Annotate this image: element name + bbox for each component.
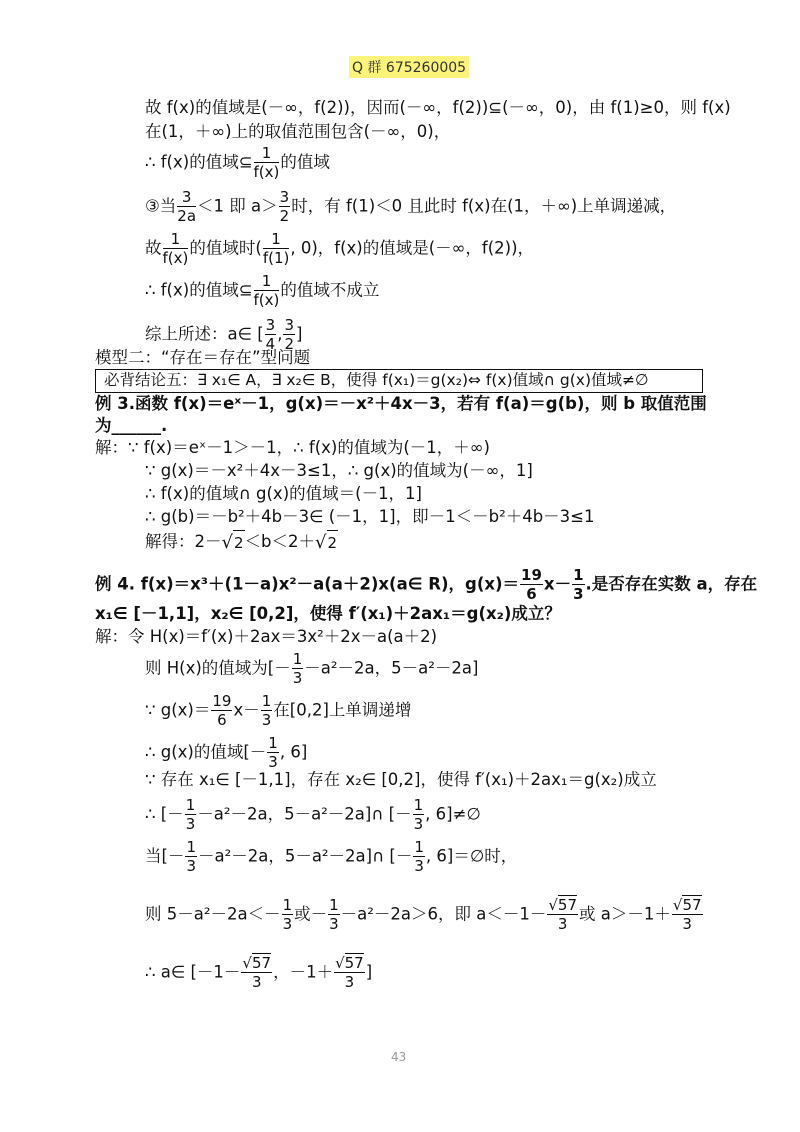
sqrt <box>222 530 245 555</box>
text: ，－1＋ <box>273 962 334 982</box>
solution-line <box>145 736 307 770</box>
text: －a²－2a＞6，即 a＜－1－ <box>340 904 547 924</box>
solution-line <box>145 840 517 874</box>
text: ∴ f(x)的值域⊆ <box>145 152 253 172</box>
numerator: 19 <box>521 566 542 584</box>
numerator: 3 <box>265 316 276 334</box>
fraction <box>263 232 290 266</box>
denominator: 3 <box>186 857 196 875</box>
numerator <box>672 898 703 915</box>
text: ∴ f(x)的值域⊆ <box>145 280 253 300</box>
text: 当[－ <box>145 846 185 866</box>
radical-sign: √ <box>221 532 233 553</box>
radical-sign: √ <box>315 532 327 553</box>
fraction <box>241 956 272 990</box>
qq-group-header: Q 群 675260005 <box>349 56 469 78</box>
fraction <box>254 274 280 308</box>
denominator: 3 <box>682 915 692 933</box>
text-line <box>145 232 534 266</box>
denominator: 6 <box>526 585 537 603</box>
text: 则 5－a²－2a＜－ <box>145 904 281 924</box>
solution-line <box>145 694 411 728</box>
radical-sign: √ <box>335 954 345 972</box>
fraction <box>520 568 543 602</box>
text: x－ <box>233 700 260 720</box>
denominator: 3 <box>573 585 584 603</box>
denominator: 2 <box>279 207 290 225</box>
text: 或 a＞－1＋ <box>579 904 671 924</box>
denominator: 3 <box>557 915 568 933</box>
text: , 6]≠∅ <box>425 804 481 824</box>
text: ] <box>365 962 373 982</box>
numerator: 1 <box>413 796 424 814</box>
numerator: 1 <box>268 734 278 752</box>
numerator <box>547 898 578 915</box>
text: 的值域时( <box>189 238 262 258</box>
text: , <box>277 324 283 344</box>
text: x－ <box>543 574 572 594</box>
page-number: 43 <box>391 1050 407 1064</box>
text: 的值域不成立 <box>280 280 380 300</box>
numerator: 1 <box>254 274 280 291</box>
fraction <box>279 190 291 224</box>
denominator: 3 <box>251 973 262 991</box>
radical-sign: √ <box>242 954 252 972</box>
fraction <box>267 736 279 770</box>
section-heading: 模型二：“存在＝存在”型问题 <box>95 348 311 367</box>
text: 时，有 f(1)＜0 且此时 f(x)在(1，＋∞)上单调递减， <box>291 196 677 216</box>
fraction <box>413 798 425 832</box>
radicand: 57 <box>682 896 702 914</box>
fraction <box>547 898 578 932</box>
numerator: 1 <box>414 838 424 856</box>
numerator: 3 <box>279 188 290 206</box>
fraction <box>282 898 294 932</box>
text-line: 在(1，＋∞)上的取值范围包含(－∞，0)， <box>145 122 451 141</box>
radicand: 2 <box>327 530 339 555</box>
denominator: 2 <box>284 335 295 353</box>
numerator: 1 <box>163 232 189 249</box>
fraction <box>572 568 584 602</box>
numerator: 1 <box>263 232 290 249</box>
text: , 6]＝∅时， <box>425 846 518 866</box>
solution-line: 解：令 H(x)＝f′(x)＋2ax＝3x²＋2x－a(a＋2) <box>95 627 438 646</box>
text: 或－ <box>294 904 328 924</box>
fraction <box>292 652 304 686</box>
fraction <box>163 232 189 266</box>
text: －a²－2a，5－a²－2a]∩ [－ <box>197 804 412 824</box>
numerator: 1 <box>573 566 584 584</box>
radicand: 57 <box>557 896 578 914</box>
numerator: 1 <box>282 896 293 914</box>
solution-line: ∴ g(b)＝－b²＋4b－3∈ (－1，1]，即－1＜－b²＋4b－3≤1 <box>145 507 595 526</box>
denominator: 6 <box>217 711 227 729</box>
solution-line <box>145 956 372 990</box>
text: .是否存在实数 a，存在 <box>585 574 758 594</box>
radical-sign: √ <box>548 896 558 914</box>
fraction <box>334 956 365 990</box>
denominator: f(1) <box>262 249 290 267</box>
numerator: 3 <box>177 190 196 207</box>
text: ＜b＜2＋ <box>244 532 316 551</box>
text-line <box>145 274 379 308</box>
radical-sign: √ <box>672 896 683 914</box>
fraction <box>413 840 425 874</box>
solution-line: ∵ g(x)＝－x²＋4x－3≤1，∴ g(x)的值域为(－∞，1] <box>145 461 533 480</box>
numerator: 1 <box>292 650 303 668</box>
text: －a²－2a，5－a²－2a]∩ [－ <box>197 846 413 866</box>
example-4-title <box>95 568 757 602</box>
numerator: 1 <box>254 146 280 163</box>
denominator: f(x) <box>253 291 280 309</box>
numerator: 1 <box>185 796 196 814</box>
text: , 6] <box>279 742 308 762</box>
example-3-title: 例 3.函数 f(x)＝eˣ－1，g(x)＝－x²＋4x－3，若有 f(a)＝g(b)，则 b 取值范围 <box>95 394 707 413</box>
fraction <box>261 694 273 728</box>
denominator: 3 <box>261 711 272 729</box>
numerator: 1 <box>329 896 339 914</box>
solution-line: 解：∵ f(x)＝eˣ－1＞－1，∴ f(x)的值域为(－1，＋∞) <box>95 438 490 457</box>
text: 解得：2－ <box>145 532 222 551</box>
text: －a²－2a，5－a²－2a] <box>304 658 479 678</box>
denominator: 3 <box>344 973 355 991</box>
radicand: 2 <box>233 530 245 555</box>
text: ] <box>296 324 303 344</box>
text-line <box>145 190 676 224</box>
example-3-blank: 为______. <box>95 416 168 435</box>
fraction <box>185 840 197 874</box>
fraction <box>177 190 196 224</box>
example-4-line2: x₁∈ [－1,1]，x₂∈ [0,2]，使得 f′(x₁)＋2ax₁＝g(x₂)成立？ <box>95 604 561 623</box>
fraction <box>211 694 232 728</box>
text: ∴ a∈ [－1－ <box>145 962 241 982</box>
text-line <box>145 146 330 180</box>
solution-line <box>145 898 704 932</box>
text: 的值域 <box>280 152 330 172</box>
numerator <box>241 956 272 973</box>
text: 故 <box>145 238 162 258</box>
numerator <box>334 956 365 973</box>
solution-line <box>145 798 481 832</box>
text-line: 故 f(x)的值域是(－∞，f(2))，因而(－∞，f(2))⊆(－∞，0)，由 f(1)≥0，则 f(x) <box>145 98 731 117</box>
sqrt <box>315 530 338 555</box>
text: ∴ [－ <box>145 804 184 824</box>
denominator: f(x) <box>253 163 280 181</box>
numerator: 3 <box>284 316 295 334</box>
text: ∴ g(x)的值域[－ <box>145 742 267 762</box>
numerator: 1 <box>261 692 272 710</box>
conclusion-text: 必背结论五：∃ x₁∈ A，∃ x₂∈ B，使得 f(x₁)＝g(x₂)⇔ f(x)值域∩ g(x)值域≠∅ <box>104 371 649 389</box>
denominator: f(x) <box>162 249 189 267</box>
denominator: 3 <box>268 753 278 771</box>
text: ＜1 即 a＞ <box>197 196 278 216</box>
denominator: 3 <box>413 815 424 833</box>
fraction <box>328 898 340 932</box>
text: 综上所述：a∈ [ <box>145 324 264 344</box>
denominator: 3 <box>185 815 196 833</box>
text: ③当 <box>145 196 177 216</box>
solution-line <box>145 530 338 555</box>
numerator: 19 <box>212 692 232 710</box>
denominator: 4 <box>265 335 276 353</box>
radicand: 57 <box>251 954 272 972</box>
denominator: 2a <box>177 207 197 225</box>
solution-line <box>145 652 478 686</box>
fraction <box>672 898 703 932</box>
text: 例 4. f(x)＝x³＋(1－a)x²－a(a＋2)x(a∈ R)，g(x)＝ <box>95 574 520 594</box>
text: 则 H(x)的值域为[－ <box>145 658 291 678</box>
fraction <box>254 146 280 180</box>
text: , 0)，f(x)的值域是(－∞，f(2))， <box>290 238 535 258</box>
radicand: 57 <box>344 954 364 972</box>
denominator: 3 <box>282 915 293 933</box>
solution-line: ∵ 存在 x₁∈ [－1,1]，存在 x₂∈ [0,2]，使得 f′(x₁)＋2ax₁＝g(x₂)成立 <box>145 770 657 789</box>
text: 在[0,2]上单调递增 <box>273 700 412 720</box>
fraction <box>185 798 197 832</box>
denominator: 3 <box>414 857 424 875</box>
denominator: 3 <box>292 669 303 687</box>
numerator: 1 <box>186 838 196 856</box>
solution-line: ∴ f(x)的值域∩ g(x)的值域＝(－1，1] <box>145 484 422 503</box>
denominator: 3 <box>329 915 339 933</box>
text: ∵ g(x)＝ <box>145 700 211 720</box>
